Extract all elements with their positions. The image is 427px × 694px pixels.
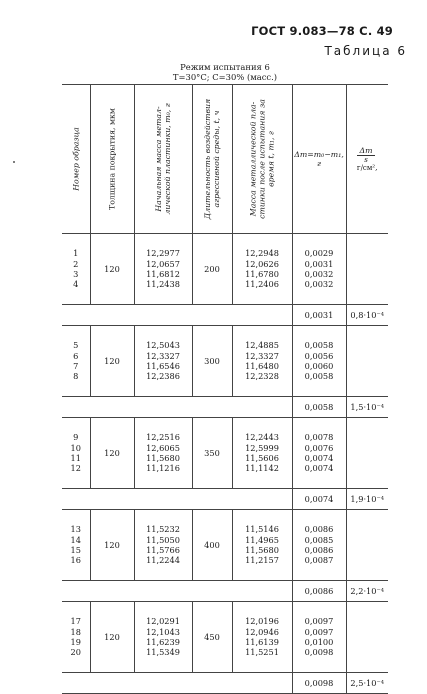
cell-duration: 450 (192, 602, 232, 673)
test-mode-title: Режим испытания 6 (180, 62, 270, 72)
summary-blank-cell (62, 489, 90, 510)
col-header-duration (192, 85, 232, 234)
scan-speck (13, 161, 15, 163)
cell-thickness: 120 (90, 326, 134, 397)
cell-value: 0,0074 (304, 453, 334, 463)
summary-blank-cell (192, 581, 232, 602)
ratio-numerator: Δm (357, 146, 375, 156)
cell-value: 11 (70, 453, 81, 463)
cell-final-mass (232, 326, 292, 397)
cell-final-mass (232, 418, 292, 489)
col-header-final-mass (232, 85, 292, 234)
ratio-unit: г/см² (356, 164, 376, 172)
cell-value: 12,0626 (245, 258, 279, 269)
cell-initial-mass (134, 510, 192, 581)
cell-samples (62, 602, 90, 673)
ratio-value: 1,9·10⁻⁴ (346, 489, 388, 510)
col-header-sample-text: Номер образца (71, 127, 81, 191)
summary-blank-cell (62, 673, 90, 694)
col-header-final-mass-text: Масса металлической пла-стинки после испытания за время t, m₁, г (248, 99, 276, 219)
cell-value: 11,6546 (146, 361, 180, 371)
cell-value: 0,0097 (304, 626, 334, 637)
cell-value: 2 (73, 258, 79, 269)
cell-initial-mass (134, 418, 192, 489)
test-mode-caption (62, 62, 388, 82)
cell-value: 0,0029 (304, 248, 334, 259)
cell-value: 0,0100 (304, 637, 334, 647)
summary-blank-cell (90, 305, 134, 326)
summary-blank-cell (232, 305, 292, 326)
cell-value: 11,5680 (146, 453, 180, 463)
test-mode-conditions: T=30°C; C=30% (масс.) (172, 72, 278, 82)
cell-value: 16 (70, 555, 81, 566)
ratio-tail: , (375, 163, 378, 172)
col-header-initial-mass-text: Начальная масса метал-лической пластинки, m₀, г (154, 103, 172, 215)
cell-value: 15 (70, 545, 81, 555)
cell-value: 11,2406 (245, 279, 279, 290)
cell-value: 0,0032 (304, 269, 334, 279)
cell-thickness: 120 (90, 418, 134, 489)
cell-samples (62, 234, 90, 305)
summary-blank-cell (62, 305, 90, 326)
cell-value: 12,2948 (245, 248, 279, 259)
cell-value: 12,0657 (146, 258, 180, 269)
cell-value: 0,0074 (304, 463, 334, 474)
cell-value: 12,0291 (146, 616, 180, 627)
cell-ratio-empty (346, 510, 388, 581)
table-row (62, 234, 388, 305)
cell-value: 11,6780 (245, 269, 279, 279)
summary-blank-cell (134, 581, 192, 602)
cell-value: 0,0060 (304, 361, 334, 371)
cell-delta (292, 326, 346, 397)
cell-value: 9 (73, 432, 79, 443)
mean-delta: 0,0074 (292, 489, 346, 510)
cell-value: 13 (70, 524, 81, 535)
header-row (62, 85, 388, 234)
cell-value: 1 (73, 248, 79, 259)
col-header-initial-mass (134, 85, 192, 234)
cell-value: 11,1216 (146, 463, 180, 474)
col-header-delta-formula: Δm=m₀−m₁, (294, 150, 344, 159)
summary-blank-cell (90, 673, 134, 694)
table-row (62, 602, 388, 673)
mean-delta: 0,0031 (292, 305, 346, 326)
cell-final-mass (232, 510, 292, 581)
cell-samples (62, 418, 90, 489)
cell-thickness: 120 (90, 510, 134, 581)
cell-value: 0,0058 (304, 340, 334, 351)
cell-duration: 300 (192, 326, 232, 397)
cell-value: 12,5043 (146, 340, 180, 351)
cell-delta (292, 234, 346, 305)
col-header-thickness (90, 85, 134, 234)
table-caption: Таблица 6 (324, 44, 407, 58)
cell-value: 19 (70, 637, 81, 647)
summary-blank-cell (134, 489, 192, 510)
cell-value: 12 (70, 463, 81, 474)
cell-value: 11,2438 (146, 279, 180, 290)
cell-value: 0,0056 (304, 350, 334, 361)
cell-ratio-empty (346, 326, 388, 397)
table-body (62, 234, 388, 694)
col-header-delta (292, 85, 346, 234)
cell-value: 0,0087 (304, 555, 334, 566)
cell-value: 0,0032 (304, 279, 334, 290)
summary-row (62, 305, 388, 326)
cell-ratio-empty (346, 602, 388, 673)
col-header-ratio (346, 85, 388, 234)
cell-value: 11,6239 (146, 637, 180, 647)
mean-delta: 0,0098 (292, 673, 346, 694)
cell-value: 12,4885 (245, 340, 279, 351)
cell-value: 6 (73, 350, 79, 361)
summary-row (62, 581, 388, 602)
cell-value: 12,2386 (146, 371, 180, 382)
cell-ratio-empty (346, 418, 388, 489)
summary-blank-cell (192, 397, 232, 418)
cell-value: 12,6065 (146, 442, 180, 453)
cell-value: 12,3327 (146, 350, 180, 361)
cell-value: 4 (73, 279, 79, 290)
cell-delta (292, 418, 346, 489)
summary-blank-cell (232, 489, 292, 510)
cell-value: 11,5232 (146, 524, 180, 535)
cell-value: 11,5251 (245, 647, 279, 658)
summary-blank-cell (134, 305, 192, 326)
cell-initial-mass (134, 326, 192, 397)
cell-value: 0,0086 (304, 545, 334, 555)
cell-value: 11,6139 (245, 637, 279, 647)
cell-value: 11,5766 (146, 545, 180, 555)
cell-initial-mass (134, 234, 192, 305)
cell-value: 0,0058 (304, 371, 334, 382)
cell-value: 12,0196 (245, 616, 279, 627)
cell-value: 7 (73, 361, 79, 371)
summary-blank-cell (232, 397, 292, 418)
cell-value: 0,0076 (304, 442, 334, 453)
cell-delta (292, 510, 346, 581)
summary-blank-cell (192, 305, 232, 326)
cell-final-mass (232, 602, 292, 673)
cell-value: 11,5050 (146, 534, 180, 545)
summary-blank-cell (90, 397, 134, 418)
summary-blank-cell (90, 581, 134, 602)
cell-value: 0,0086 (304, 524, 334, 535)
cell-value: 12,2516 (146, 432, 180, 443)
summary-blank-cell (192, 489, 232, 510)
mean-delta: 0,0086 (292, 581, 346, 602)
ratio-value: 2,2·10⁻⁴ (346, 581, 388, 602)
cell-value: 12,2977 (146, 248, 180, 259)
cell-value: 12,3327 (245, 350, 279, 361)
summary-blank-cell (134, 673, 192, 694)
cell-value: 11,5146 (245, 524, 279, 535)
cell-ratio-empty (346, 234, 388, 305)
ratio-denominator: s (364, 156, 368, 164)
cell-thickness: 120 (90, 602, 134, 673)
cell-value: 0,0078 (304, 432, 334, 443)
table-row (62, 326, 388, 397)
ratio-value: 1,5·10⁻⁴ (346, 397, 388, 418)
col-header-thickness-text: Толщина покрытия, мкм (107, 108, 117, 210)
cell-value: 0,0031 (304, 258, 334, 269)
cell-value: 0,0085 (304, 534, 334, 545)
summary-blank-cell (134, 397, 192, 418)
col-header-duration-text: Длительность воздействия агрессивной среды, t, ч (203, 98, 221, 220)
cell-value: 11,2157 (245, 555, 279, 566)
cell-value: 11,6812 (146, 269, 180, 279)
col-header-sample (62, 85, 90, 234)
cell-value: 12,0946 (245, 626, 279, 637)
cell-samples (62, 510, 90, 581)
cell-value: 0,0098 (304, 647, 334, 658)
ratio-value: 2,5·10⁻⁴ (346, 673, 388, 694)
summary-row (62, 673, 388, 694)
cell-samples (62, 326, 90, 397)
cell-duration: 400 (192, 510, 232, 581)
cell-value: 11,1142 (245, 463, 279, 474)
table-row (62, 418, 388, 489)
cell-value: 20 (70, 647, 81, 658)
cell-delta (292, 602, 346, 673)
summary-blank-cell (192, 673, 232, 694)
summary-blank-cell (62, 581, 90, 602)
summary-blank-cell (232, 673, 292, 694)
cell-duration: 200 (192, 234, 232, 305)
cell-value: 5 (73, 340, 79, 351)
cell-value: 17 (70, 616, 81, 627)
cell-duration: 350 (192, 418, 232, 489)
cell-final-mass (232, 234, 292, 305)
col-header-delta-unit: г (317, 159, 321, 168)
cell-value: 11,5349 (146, 647, 180, 658)
summary-blank-cell (232, 581, 292, 602)
ratio-value: 0,8·10⁻⁴ (346, 305, 388, 326)
col-header-ratio-fraction (356, 146, 378, 172)
summary-blank-cell (90, 489, 134, 510)
cell-value: 3 (73, 269, 79, 279)
summary-blank-cell (62, 397, 90, 418)
cell-value: 12,1043 (146, 626, 180, 637)
cell-value: 18 (70, 626, 81, 637)
cell-value: 12,2443 (245, 432, 279, 443)
cell-thickness: 120 (90, 234, 134, 305)
cell-value: 11,4965 (245, 534, 279, 545)
cell-value: 8 (73, 371, 79, 382)
cell-value: 10 (70, 442, 81, 453)
cell-value: 11,5680 (245, 545, 279, 555)
cell-value: 0,0097 (304, 616, 334, 627)
summary-row (62, 397, 388, 418)
cell-value: 12,2328 (245, 371, 279, 382)
mean-delta: 0,0058 (292, 397, 346, 418)
cell-value: 11,5606 (245, 453, 279, 463)
cell-value: 11,6480 (245, 361, 279, 371)
cell-initial-mass (134, 602, 192, 673)
document-header: ГОСТ 9.083—78 С. 49 (251, 24, 393, 38)
cell-value: 14 (70, 534, 81, 545)
table-row (62, 510, 388, 581)
cell-value: 12,5999 (245, 442, 279, 453)
cell-value: 11,2244 (146, 555, 180, 566)
results-table (62, 84, 388, 694)
summary-row (62, 489, 388, 510)
